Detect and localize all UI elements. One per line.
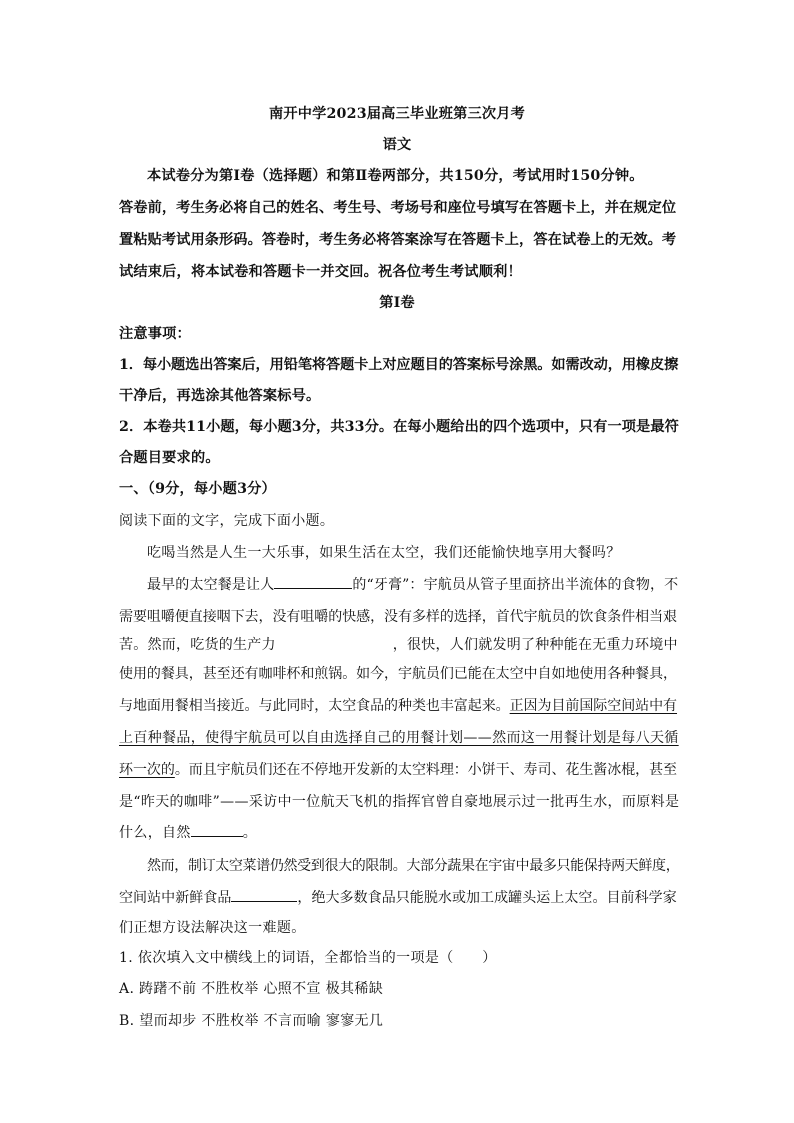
note-line: 合题目要求的。 [119, 450, 220, 466]
passage-text: 什么，自然 [119, 825, 191, 841]
passage-text: 与地面用餐相当接近。与此同时，太空食品的种类也丰富起来。 [119, 698, 510, 714]
underlined-sentence: 上百种餐品，使得宇航员可以自由选择自己的用餐计划——然而这一用餐计划是每八天循 [119, 730, 679, 746]
note-line: 干净后，再选涂其他答案标号。 [119, 388, 321, 404]
note-line: 2．本卷共11小题，每小题3分，共33分。在每小题给出的四个选项中，只有一项是最符 [119, 419, 679, 435]
passage-text: 。 [242, 825, 258, 841]
answer-option: A. 踌躇不前 不胜枚举 心照不宣 极其稀缺 [119, 981, 384, 997]
answer-option: B. 望而却步 不胜枚举 不言而喻 寥寥无几 [119, 1013, 384, 1029]
passage-text: ，很快，人们就发明了种种能在无重力环境中 [392, 637, 678, 653]
answer-blank [274, 574, 352, 589]
intro-line: 答卷前，考生务必将自己的姓名、考生号、考场号和座位号填写在答题卡上，并在规定位 [119, 200, 677, 216]
passage-text: 。而且宇航员们还在不停地开发新的太空料理：小饼干、寿司、花生酱冰棍，甚至 [174, 762, 678, 778]
passage-line [147, 574, 678, 594]
passage-line: 是“昨天的咖啡”——采访中一位航天飞机的指挥官曾自豪地展示过一批再生水，而原料是 [119, 794, 680, 810]
underlined-sentence: 正因为目前国际空间站中有 [509, 698, 678, 714]
notes-title: 注意事项： [119, 326, 191, 342]
answer-blank [231, 887, 297, 902]
passage-line [119, 759, 677, 779]
passage-line [119, 822, 257, 842]
passage-line: 使用的餐具，甚至还有咖啡杯和煎锅。如今，宇航员们已能在太空中自如地使用各种餐具， [119, 666, 677, 682]
note-line: 1．每小题选出答案后，用铅笔将答题卡上对应题目的答案标号涂黑。如需改动，用橡皮擦 [119, 357, 679, 373]
volume-title: 第Ⅰ卷 [379, 295, 415, 311]
passage-line: 们正想方设法解决这一难题。 [119, 920, 306, 936]
intro-line: 置粘贴考试用条形码。答卷时，考生务必将答案涂写在答题卡上，答在试卷上的无效。考 [119, 232, 677, 248]
passage-line [119, 634, 678, 654]
underlined-sentence: 环一次的 [119, 762, 175, 778]
passage-text: ，绝大多数食品只能脱水或加工成罐头运上太空。目前科学家 [297, 890, 677, 906]
passage-text: 苦。然而，吃货的生产力 [119, 637, 276, 653]
intro-line: 试结束后，将本试卷和答题卡一并交回。祝各位考生考试顺利！ [119, 264, 522, 280]
passage-text: 最早的太空餐是让人 [147, 577, 275, 593]
intro-line: 本试卷分为第Ⅰ卷（选择题）和第Ⅱ卷两部分，共150分，考试用时150分钟。 [147, 168, 644, 184]
answer-blank [191, 822, 243, 837]
passage-line: 需要咀嚼便直接咽下去，没有咀嚼的快感，没有多样的选择，首代宇航员的饮食条件相当艰 [119, 609, 677, 625]
passage-line [119, 887, 677, 907]
reading-instruction: 阅读下面的文字，完成下面小题。 [119, 513, 335, 529]
passage-line: 然而，制订太空菜谱仍然受到很大的限制。大部分蔬果在宇宙中最多只能保持两天鲜度， [147, 858, 680, 874]
passage-text: 空间站中新鲜食品 [119, 890, 232, 906]
passage-line [119, 695, 677, 715]
subject-title: 语文 [382, 137, 412, 153]
exam-title: 南开中学2023届高三毕业班第三次月考 [268, 106, 526, 122]
passage-line: 吃喝当然是人生一大乐事，如果生活在太空，我们还能愉快地享用大餐吗？ [147, 545, 621, 561]
question-stem: 1. 依次填入文中横线上的词语，全都恰当的一项是（ ） [119, 950, 497, 966]
section-heading: 一、（9分，每小题3分） [119, 481, 276, 497]
passage-text: 的“牙膏”：宇航员从管子里面挤出半流体的食物，不 [352, 577, 679, 593]
